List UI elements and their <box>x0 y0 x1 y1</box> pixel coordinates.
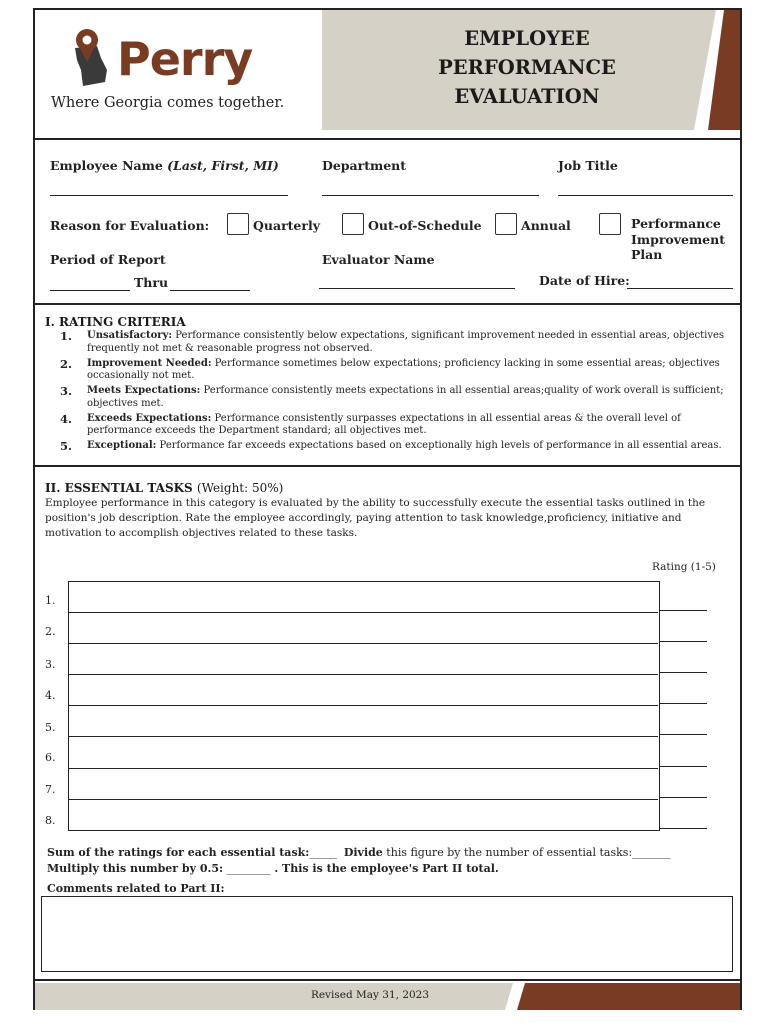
criteria-term: Improvement Needed: <box>87 357 212 369</box>
rating-field[interactable] <box>660 672 707 673</box>
rating-criteria-title: I. RATING CRITERIA <box>45 315 186 329</box>
rating-field[interactable] <box>660 703 707 704</box>
criteria-text: Performance sometimes below expectations; proficiency lacking in some essential areas; objectives occasionally not met. <box>87 357 720 381</box>
criteria-text: Performance consistently below expectations, significant improvement needed in essential areas, objectives frequently not met & reasonable progress not observed. <box>87 330 725 354</box>
criteria-num: 5. <box>60 439 73 453</box>
divide-blank[interactable]: _______ <box>632 846 671 859</box>
criteria-num: 3. <box>60 384 73 398</box>
task-number: 2. <box>45 625 56 638</box>
out-of-schedule-label: Out-of-Schedule <box>368 218 482 233</box>
task-number: 7. <box>45 783 56 796</box>
out-of-schedule-checkbox[interactable] <box>342 213 364 235</box>
essential-tasks-title <box>45 481 283 495</box>
criteria-term: Meets Expectations: <box>87 385 201 396</box>
task-row-divider <box>69 736 658 737</box>
rating-field[interactable] <box>660 641 707 642</box>
task-number: 1. <box>45 594 56 607</box>
criteria-item <box>55 385 735 410</box>
task-row-divider <box>69 612 658 613</box>
comments-label-text: Comments related to Part II: <box>47 882 225 895</box>
thru-label: Thru <box>134 275 169 290</box>
criteria-list <box>55 330 735 455</box>
task-row-divider <box>69 674 658 675</box>
period-end-field[interactable] <box>170 290 250 291</box>
employee-name-hint: (Last, First, MI) <box>167 158 279 173</box>
criteria-num: 1. <box>60 329 73 343</box>
job-title-field[interactable] <box>558 195 733 196</box>
sum-instruction <box>47 846 671 859</box>
quarterly-label: Quarterly <box>253 218 320 233</box>
criteria-item <box>55 330 735 355</box>
task-row-divider <box>69 705 658 706</box>
task-row-divider <box>69 643 658 644</box>
divide-text: this figure by the number of essential tasks: <box>382 846 633 859</box>
department-label: Department <box>322 158 407 173</box>
date-of-hire-field[interactable] <box>627 288 733 289</box>
pip-checkbox[interactable] <box>599 213 621 235</box>
employee-name-label <box>50 158 279 173</box>
criteria-term: Exceeds Expectations: <box>87 412 212 424</box>
pip-label: Performance Improvement Plan <box>631 216 725 262</box>
task-number: 5. <box>45 721 56 734</box>
criteria-text: Performance far exceeds expectations based on exceptionally high levels of performance in all essential areas. <box>156 440 722 451</box>
reason-label: Reason for Evaluation: <box>50 218 210 233</box>
essential-tasks-title-text: II. ESSENTIAL TASKS <box>45 481 193 495</box>
form-header <box>35 10 740 130</box>
employee-name-label-text: Employee Name <box>50 158 163 173</box>
total-text: . This is the employee's Part II total. <box>270 862 499 875</box>
task-number: 3. <box>45 658 56 671</box>
criteria-item <box>55 440 735 453</box>
rating-field[interactable] <box>660 828 707 829</box>
task-number: 4. <box>45 689 56 702</box>
comments-label <box>47 882 225 895</box>
criteria-num: 4. <box>60 411 73 426</box>
annual-label: Annual <box>521 218 571 233</box>
criteria-text: Performance consistently surpasses expectations in all essential areas & the overall level of performance exceeds the Department standard; all objectives met. <box>87 412 681 436</box>
revised-date: Revised May 31, 2023 <box>310 989 430 1001</box>
multiply-instruction <box>47 862 499 875</box>
sum-label: Sum of the ratings for each essential task: <box>47 846 310 859</box>
title-line: EVALUATION <box>454 85 600 108</box>
criteria-item <box>55 358 735 383</box>
essential-tasks-description: Employee performance in this category is evaluated by the ability to successfully execute the essential tasks outlined in the position's job description. Rate the employee accordingly, paying attention to task knowledge,proficiency, initiative and motivation to accomplish objectives related to these tasks. <box>45 497 706 539</box>
criteria-term: Unsatisfactory: <box>87 330 173 341</box>
rating-criteria-section <box>35 307 740 467</box>
criteria-num: 2. <box>60 356 73 371</box>
sum-blank[interactable]: _____ <box>309 846 337 859</box>
date-of-hire-label: Date of Hire: <box>539 273 630 288</box>
criteria-text: Performance consistently meets expectations in all essential areas;quality of work overall is sufficient; objectives met. <box>87 385 724 409</box>
employee-info-section <box>35 138 740 305</box>
task-row-divider <box>69 799 658 800</box>
title-line: PERFORMANCE <box>438 56 616 79</box>
task-number: 8. <box>45 814 56 827</box>
quarterly-checkbox[interactable] <box>227 213 249 235</box>
rating-field[interactable] <box>660 734 707 735</box>
rating-field[interactable] <box>660 610 707 611</box>
evaluator-label: Evaluator Name <box>322 252 435 267</box>
criteria-item <box>55 413 735 438</box>
rating-field[interactable] <box>660 766 707 767</box>
evaluator-field[interactable] <box>319 288 515 289</box>
logo-wordmark: Perry <box>117 32 253 86</box>
divide-label: Divide <box>343 846 383 859</box>
perry-logo <box>35 10 325 130</box>
job-title-label: Job Title <box>558 158 618 173</box>
task-table[interactable] <box>68 581 660 831</box>
evaluation-form-page <box>33 8 742 1010</box>
employee-name-field[interactable] <box>50 195 288 196</box>
annual-checkbox[interactable] <box>495 213 517 235</box>
department-field[interactable] <box>322 195 539 196</box>
multiply-label: Multiply this number by 0.5: <box>47 862 224 875</box>
title-line: EMPLOYEE <box>464 27 590 50</box>
comments-box[interactable] <box>41 896 733 972</box>
criteria-term: Exceptional: <box>87 440 157 451</box>
period-start-field[interactable] <box>50 290 130 291</box>
form-title <box>412 24 642 111</box>
essential-tasks-weight: (Weight: 50%) <box>196 481 284 495</box>
task-row-divider <box>69 768 658 769</box>
logo-tagline: Where Georgia comes together. <box>51 95 285 111</box>
rating-column-label: Rating (1-5) <box>652 561 716 573</box>
georgia-pin-icon <box>69 26 117 92</box>
essential-tasks-section <box>35 469 740 981</box>
title-band <box>322 10 740 130</box>
form-footer <box>35 983 740 1010</box>
rating-field[interactable] <box>660 797 707 798</box>
period-label: Period of Report <box>50 252 166 267</box>
multiply-blank[interactable]: ________ <box>223 862 271 875</box>
task-number: 6. <box>45 751 56 764</box>
